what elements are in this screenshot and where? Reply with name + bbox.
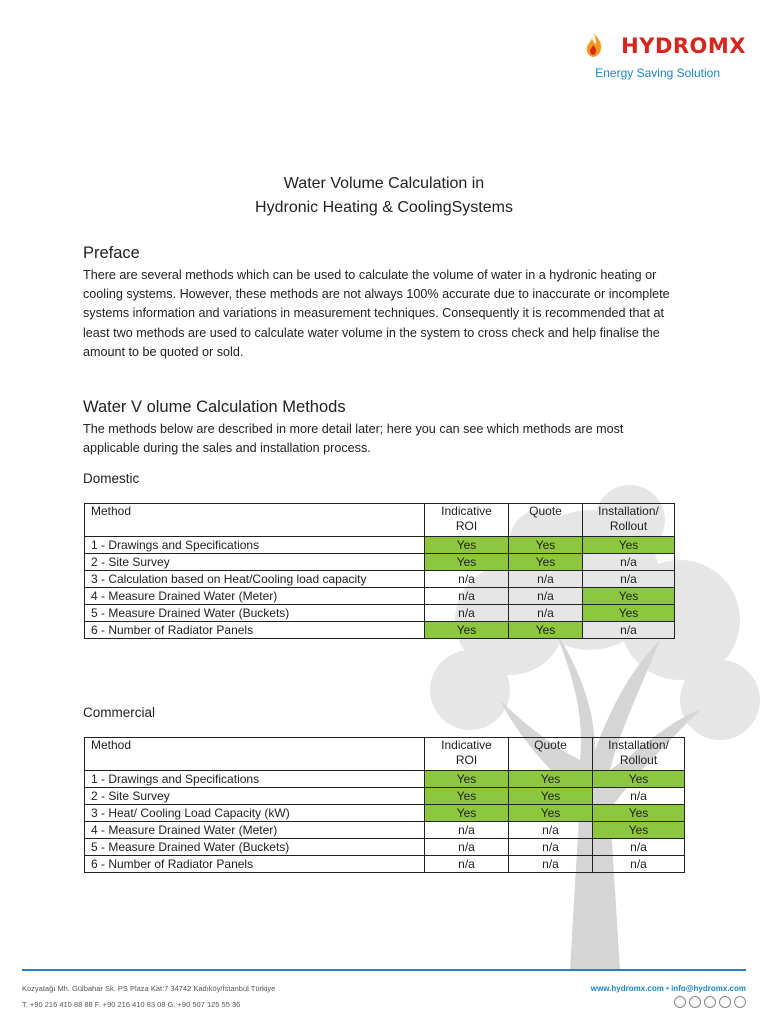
commercial-table [84, 737, 685, 873]
document-title [0, 172, 768, 220]
cell-install: n/a [583, 571, 675, 588]
cell-method: 4 - Measure Drained Water (Meter) [85, 822, 425, 839]
cell-quote: n/a [509, 588, 583, 605]
cell-quote: n/a [509, 822, 593, 839]
title-line-2: Hydronic Heating & CoolingSystems [255, 199, 513, 216]
cell-roi: Yes [425, 537, 509, 554]
cell-quote: Yes [509, 554, 583, 571]
preface-heading: Preface [83, 244, 140, 262]
cell-method: 2 - Site Survey [85, 788, 425, 805]
badge-icon [689, 996, 701, 1008]
cell-method: 4 - Measure Drained Water (Meter) [85, 588, 425, 605]
cell-quote: Yes [509, 622, 583, 639]
table-row [85, 771, 685, 788]
table-row [85, 588, 675, 605]
preface-text: There are several methods which can be used to calculate the volume of water in a hydronic heating or cooling systems. However, these methods are not always 100% accurate due to inaccurate or incomplete systems information and variations in measurement techniques. Consequently it is recommended that at least two methods are used to calculate water volume in the system to cross check and help finalise the amount to be quoted or sold. [83, 268, 670, 359]
cell-roi: n/a [425, 856, 509, 873]
cell-install: Yes [583, 588, 675, 605]
cell-roi: n/a [425, 822, 509, 839]
cell-method: 2 - Site Survey [85, 554, 425, 571]
footer-divider [22, 969, 746, 971]
cell-roi: Yes [425, 622, 509, 639]
header-quote: Quote [509, 738, 593, 771]
commercial-heading: Commercial [83, 705, 156, 720]
table-header-row [85, 504, 675, 537]
header-method: Method [85, 738, 425, 771]
cell-roi: Yes [425, 788, 509, 805]
header-roi: Indicative ROI [425, 738, 509, 771]
cell-install: n/a [593, 839, 685, 856]
cell-quote: Yes [509, 805, 593, 822]
cell-install: Yes [593, 822, 685, 839]
footer-badges [674, 996, 746, 1008]
cell-install: n/a [593, 788, 685, 805]
cell-roi: Yes [425, 554, 509, 571]
cell-install: Yes [593, 805, 685, 822]
cell-install: Yes [583, 605, 675, 622]
cell-method: 6 - Number of Radiator Panels [85, 622, 425, 639]
cell-roi: n/a [425, 839, 509, 856]
cell-quote: n/a [509, 571, 583, 588]
table-row [85, 805, 685, 822]
cell-method: 1 - Drawings and Specifications [85, 537, 425, 554]
badge-icon [719, 996, 731, 1008]
cell-method: 3 - Calculation based on Heat/Cooling load capacity [85, 571, 425, 588]
cell-quote: Yes [509, 771, 593, 788]
footer-phones: T. +90 216 410 88 88 F. +90 216 410 83 08 G. +90 507 125 55 36 [22, 1000, 241, 1009]
header-quote: Quote [509, 504, 583, 537]
cell-roi: Yes [425, 771, 509, 788]
table-row [85, 839, 685, 856]
cell-install: n/a [583, 622, 675, 639]
footer-address: Kozyatağı Mh. Gülbahar Sk. PS Plaza Kat:7 34742 Kadıköy/İstanbul Türkiye [22, 984, 276, 993]
table-row [85, 822, 685, 839]
header-installation: Installation/ Rollout [593, 738, 685, 771]
table-row [85, 554, 675, 571]
cell-install: Yes [593, 771, 685, 788]
table-row [85, 622, 675, 639]
table-row [85, 537, 675, 554]
badge-icon [704, 996, 716, 1008]
cell-quote: Yes [509, 788, 593, 805]
badge-icon [674, 996, 686, 1008]
header-installation: Installation/ Rollout [583, 504, 675, 537]
cell-install: n/a [593, 856, 685, 873]
methods-intro: The methods below are described in more detail later; here you can see which methods are most applicable during the sales and installation process. [83, 422, 624, 456]
cell-quote: n/a [509, 856, 593, 873]
cell-roi: n/a [425, 588, 509, 605]
cell-method: 5 - Measure Drained Water (Buckets) [85, 605, 425, 622]
header-roi: Indicative ROI [425, 504, 509, 537]
badge-icon [734, 996, 746, 1008]
logo-tagline: Energy Saving Solution [595, 66, 720, 80]
table-header-row [85, 738, 685, 771]
hydromx-logo [576, 30, 746, 86]
domestic-heading: Domestic [83, 471, 140, 486]
cell-quote: n/a [509, 605, 583, 622]
header-method: Method [85, 504, 425, 537]
table-row [85, 788, 685, 805]
cell-method: 3 - Heat/ Cooling Load Capacity (kW) [85, 805, 425, 822]
title-line-1: Water Volume Calculation in [283, 175, 485, 192]
cell-roi: n/a [425, 605, 509, 622]
cell-method: 5 - Measure Drained Water (Buckets) [85, 839, 425, 856]
table-row [85, 571, 675, 588]
cell-install: Yes [583, 537, 675, 554]
cell-method: 6 - Number of Radiator Panels [85, 856, 425, 873]
footer-web-link[interactable]: www.hydromx.com • info@hydromx.com [590, 984, 746, 993]
cell-quote: n/a [509, 839, 593, 856]
cell-roi: n/a [425, 571, 509, 588]
domestic-table [84, 503, 675, 639]
logo-wordmark: HYDROMX [621, 34, 746, 58]
flame-icon [584, 32, 604, 58]
methods-heading: Water V olume Calculation Methods [83, 398, 346, 416]
cell-install: n/a [583, 554, 675, 571]
cell-quote: Yes [509, 537, 583, 554]
cell-method: 1 - Drawings and Specifications [85, 771, 425, 788]
cell-roi: Yes [425, 805, 509, 822]
table-row [85, 856, 685, 873]
table-row [85, 605, 675, 622]
